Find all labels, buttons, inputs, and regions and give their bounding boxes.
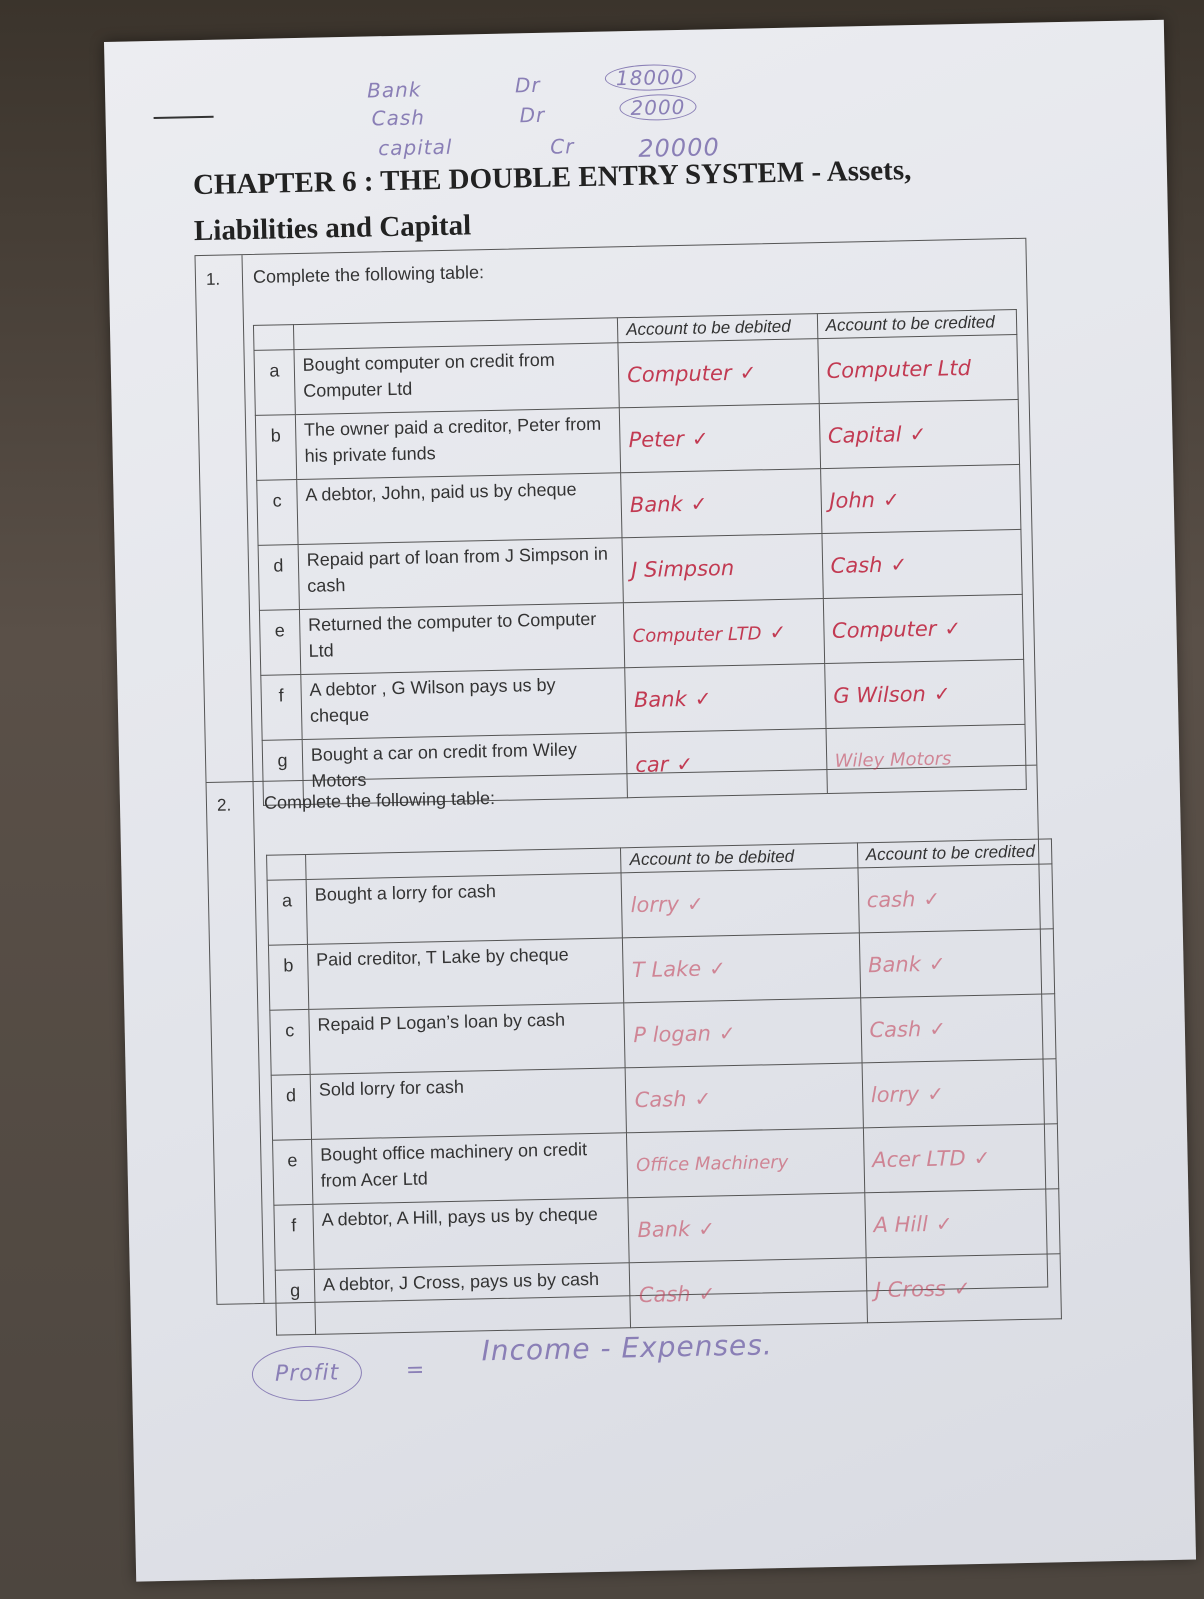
row-description: A debtor, J Cross, pays us by cash xyxy=(314,1263,631,1335)
debit-answer-text: Bank xyxy=(633,686,687,713)
debit-answer-text: J Simpson xyxy=(631,555,735,583)
row-letter: d xyxy=(258,545,299,611)
check-mark-icon: ✓ xyxy=(944,616,962,641)
row-letter: e xyxy=(273,1139,313,1205)
row-description: Bought office machinery on credit from Acer Ltd xyxy=(311,1133,628,1205)
pencil-note-cash: Cash xyxy=(371,105,426,131)
debit-answer xyxy=(627,1128,864,1198)
credit-answer xyxy=(866,1254,1062,1323)
debit-answer-text: Office Machinery xyxy=(635,1151,789,1176)
credit-answer-text: Wiley Motors xyxy=(834,747,952,772)
debit-answer-text: Cash xyxy=(638,1281,691,1308)
credit-answer-text: Computer Ltd xyxy=(826,355,972,383)
row-description: Returned the computer to Computer Ltd xyxy=(299,603,625,675)
debit-answer-text: Cash xyxy=(634,1087,687,1113)
check-mark-icon: ✓ xyxy=(718,1020,736,1046)
row-letter: b xyxy=(255,415,296,481)
check-mark-icon: ✓ xyxy=(676,751,694,777)
bottom-note-circled: Profit xyxy=(251,1345,362,1402)
debit-answer-text: Computer LTD xyxy=(632,623,762,648)
chapter-title-line1: CHAPTER 6 : THE DOUBLE ENTRY SYSTEM - Assets, xyxy=(192,154,912,202)
credit-answer xyxy=(819,399,1020,468)
pencil-note-20000: 20000 xyxy=(638,133,720,163)
credit-answer xyxy=(821,529,1022,598)
debit-answer-text: Computer xyxy=(626,360,732,388)
question-2-number: 2. xyxy=(216,795,232,815)
row-letter: c xyxy=(270,1009,310,1075)
row-description: Bought a car on credit from Wiley Motors xyxy=(302,733,628,805)
credit-answer-text: J Cross xyxy=(874,1276,947,1303)
debit-answer xyxy=(621,868,858,938)
credit-answer-text: cash xyxy=(866,887,916,913)
debit-answer xyxy=(618,339,819,408)
row-letter: a xyxy=(254,350,295,416)
debit-header: Account to be debited xyxy=(617,314,817,343)
check-mark-icon: ✓ xyxy=(698,1281,716,1306)
worksheet-page xyxy=(104,20,1196,1582)
pencil-note-18000: 18000 xyxy=(605,64,696,92)
row-letter: e xyxy=(259,610,300,676)
row-letter: f xyxy=(274,1204,314,1270)
debit-answer-text: T Lake xyxy=(631,956,702,983)
row-description: Sold lorry for cash xyxy=(310,1068,627,1140)
question-2-instruction: Complete the following table: xyxy=(263,787,496,813)
debit-answer xyxy=(625,664,826,733)
credit-answer xyxy=(862,1059,1058,1128)
debit-answer xyxy=(619,404,820,473)
pencil-note-bank: Bank xyxy=(366,77,422,103)
question-1-number: 1. xyxy=(205,269,221,289)
check-mark-icon: ✓ xyxy=(933,681,951,706)
row-letter: f xyxy=(261,675,302,741)
check-mark-icon: ✓ xyxy=(697,1216,716,1241)
credit-answer xyxy=(863,1124,1059,1193)
row-letter: c xyxy=(257,480,298,546)
credit-answer-text: John xyxy=(829,487,876,513)
debit-answer-text: lorry xyxy=(630,892,680,918)
chapter-title-line2: Liabilities and Capital xyxy=(193,209,472,248)
check-mark-icon: ✓ xyxy=(926,1081,945,1106)
bottom-note-equals: = xyxy=(405,1357,426,1383)
credit-answer xyxy=(820,464,1021,533)
check-mark-icon: ✓ xyxy=(769,619,787,645)
credit-answer xyxy=(859,929,1055,998)
credit-answer xyxy=(858,864,1054,933)
debit-header: Account to be debited xyxy=(621,843,858,873)
pencil-dash xyxy=(154,116,214,119)
debit-answer-text: Bank xyxy=(629,491,683,518)
question-1-table xyxy=(253,309,1027,806)
credit-answer xyxy=(864,1189,1060,1258)
row-letter: g xyxy=(275,1269,315,1335)
row-description: The owner paid a creditor, Peter from his private funds xyxy=(295,408,621,480)
row-letter: a xyxy=(267,879,307,945)
credit-answer-text: Bank xyxy=(867,952,922,978)
credit-answer-text: lorry xyxy=(870,1082,920,1108)
pencil-note-capital: capital xyxy=(378,134,453,161)
check-mark-icon: ✓ xyxy=(694,1086,712,1111)
check-mark-icon: ✓ xyxy=(694,686,712,711)
credit-answer-text: Acer LTD xyxy=(871,1146,966,1173)
question-2-table xyxy=(266,838,1062,1335)
check-mark-icon: ✓ xyxy=(739,360,757,385)
pencil-note-2000: 2000 xyxy=(619,94,696,122)
check-mark-icon: ✓ xyxy=(973,1145,991,1171)
debit-answer xyxy=(624,998,861,1068)
check-mark-icon: ✓ xyxy=(691,426,709,451)
credit-answer-text: Computer xyxy=(831,616,937,643)
check-mark-icon: ✓ xyxy=(929,1016,947,1041)
row-description: Bought a lorry for cash xyxy=(306,873,623,945)
credit-answer-text: Cash xyxy=(869,1017,922,1043)
row-letter: g xyxy=(262,740,303,806)
row-description: A debtor, John, paid us by cheque xyxy=(297,473,623,545)
credit-answer-text: G Wilson xyxy=(833,681,927,708)
credit-answer xyxy=(826,724,1027,793)
debit-answer-text: car xyxy=(635,752,669,778)
credit-answer xyxy=(824,659,1025,728)
check-mark-icon: ✓ xyxy=(686,891,705,916)
debit-answer xyxy=(623,599,824,668)
credit-header: Account to be credited xyxy=(817,309,1017,338)
debit-answer xyxy=(626,1063,863,1133)
check-mark-icon: ✓ xyxy=(928,951,946,976)
debit-answer xyxy=(623,933,860,1003)
row-description: Paid creditor, T Lake by cheque xyxy=(307,938,624,1010)
debit-answer xyxy=(630,1258,867,1328)
debit-answer-text: Bank xyxy=(637,1216,691,1243)
bottom-note-formula: Income - Expenses. xyxy=(481,1328,774,1368)
row-description: Bought computer on credit from Computer Ltd xyxy=(294,343,620,415)
debit-answer xyxy=(622,534,823,603)
credit-answer-text: A Hill xyxy=(873,1212,929,1238)
debit-answer xyxy=(626,729,827,798)
row-description: A debtor, A Hill, pays us by cheque xyxy=(313,1198,630,1270)
check-mark-icon: ✓ xyxy=(909,421,927,447)
credit-answer-text: Cash xyxy=(830,552,883,578)
credit-answer xyxy=(817,334,1018,403)
credit-answer-text: Capital xyxy=(827,422,902,448)
check-mark-icon: ✓ xyxy=(890,552,908,577)
debit-answer xyxy=(621,469,822,538)
credit-answer xyxy=(823,594,1024,663)
debit-answer-text: Peter xyxy=(628,426,685,453)
questions-frame xyxy=(194,238,1048,1308)
check-mark-icon: ✓ xyxy=(708,956,727,981)
check-mark-icon: ✓ xyxy=(953,1276,971,1301)
debit-answer-text: P logan xyxy=(633,1021,712,1048)
row-letter: b xyxy=(268,944,308,1010)
check-mark-icon: ✓ xyxy=(690,491,708,516)
chapter-title xyxy=(193,144,1055,254)
credit-header: Account to be credited xyxy=(857,839,1052,868)
row-letter: d xyxy=(271,1074,311,1140)
pencil-note-dr2: Dr xyxy=(519,102,546,128)
check-mark-icon: ✓ xyxy=(923,886,941,912)
check-mark-icon: ✓ xyxy=(935,1211,953,1236)
question-1-instruction: Complete the following table: xyxy=(252,262,485,287)
row-description: A debtor , G Wilson pays us by cheque xyxy=(301,668,627,740)
credit-answer xyxy=(860,994,1056,1063)
row-description: Repaid part of loan from J Simpson in cash xyxy=(298,538,624,610)
debit-answer xyxy=(628,1193,865,1263)
pencil-note-cr: Cr xyxy=(550,134,575,159)
pencil-note-dr: Dr xyxy=(514,72,541,98)
row-description: Repaid P Logan’s loan by cash xyxy=(309,1003,626,1075)
check-mark-icon: ✓ xyxy=(882,487,900,512)
